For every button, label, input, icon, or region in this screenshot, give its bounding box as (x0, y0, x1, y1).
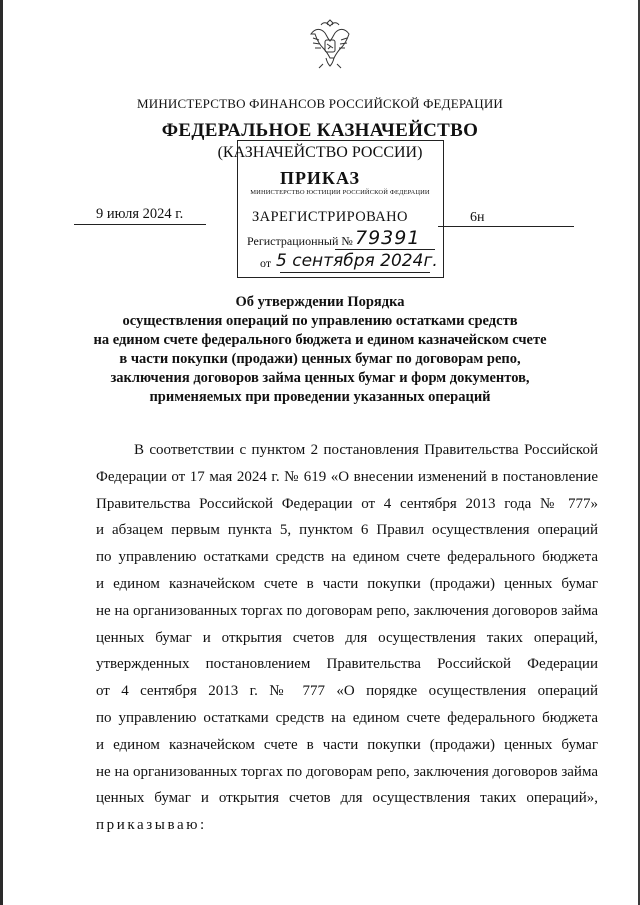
body-line: утвержденных постановлением Правительства Российской Федерации (96, 656, 598, 673)
body-line: и абзацем первым пункта 5, пунктом 6 Правил осуществления операций (96, 522, 598, 539)
body-line: не на организованных торгах по договорам репо, заключения договоров займа (96, 602, 598, 619)
title-line: Об утверждении Порядка (235, 294, 405, 310)
stamp-number: 79391 (355, 227, 421, 249)
body-line: ценных бумаг и открытия счетов для осуществления таких операций», (96, 790, 598, 807)
body-line: по управлению остатками средств на едином счете федерального бюджета (96, 549, 598, 566)
agency-name: ФЕДЕРАЛЬНОЕ КАЗНАЧЕЙСТВО (161, 120, 479, 141)
stamp-ministry: МИНИСТЕРСТВО ЮСТИЦИИ РОССИЙСКОЙ ФЕДЕРАЦИИ (250, 189, 430, 196)
document-title (80, 293, 560, 407)
document-date: 9 июля 2024 г. (96, 206, 184, 222)
body-line: и едином казначейском счете в части покупки (продажи) ценных бумаг (96, 575, 598, 592)
body-line: Федерации от 17 мая 2024 г. № 619 «О внесении изменений в постановление (96, 468, 598, 485)
body-line: от 4 сентября 2013 г. № 777 «О порядке осуществления операций (96, 683, 598, 700)
title-line: в части покупки (продажи) ценных бумаг по договорам репо, (119, 351, 521, 367)
ministry-name: МИНИСТЕРСТВО ФИНАНСОВ РОССИЙСКОЙ ФЕДЕРАЦИИ (136, 96, 504, 111)
title-line: осуществления операций по управлению остатками средств (122, 313, 518, 329)
document-number-underline (438, 226, 574, 227)
agency-short-name: (КАЗНАЧЕЙСТВО РОССИИ) (217, 144, 423, 161)
coat-of-arms-icon (307, 16, 353, 72)
stamp-date: 5 сентября 2024г. (276, 251, 438, 271)
body-line: по управлению остатками средств на едином счете федерального бюджета (96, 709, 598, 726)
title-line: применяемых при проведении указанных операций (149, 389, 491, 405)
body-line: не на организованных торгах по договорам репо, заключения договоров займа (96, 763, 598, 780)
stamp-number-underline (335, 249, 435, 250)
body-line: ценных бумаг и открытия счетов для осуществления таких операций, (96, 629, 598, 646)
document-body (96, 437, 598, 839)
document-date-underline (74, 224, 206, 225)
document-type: ПРИКАЗ (279, 168, 361, 188)
stamp-date-label: от (260, 256, 272, 270)
stamp-status: ЗАРЕГИСТРИРОВАНО (252, 209, 408, 225)
body-line: приказываю: (96, 817, 207, 834)
title-line: заключения договоров займа ценных бумаг и форм документов, (110, 370, 530, 386)
document-number: 6н (470, 210, 485, 225)
title-line: на едином счете федерального бюджета и едином казначейском счете (93, 332, 547, 348)
body-line: и едином казначейском счете в части покупки (продажи) ценных бумаг (96, 736, 598, 753)
stamp-date-underline (280, 272, 430, 273)
body-line: Правительства Российской Федерации от 4 сентября 2013 года № 777» (96, 495, 598, 512)
stamp-number-label: Регистрационный № (247, 234, 353, 248)
body-line: В соответствии с пунктом 2 постановления Правительства Российской (134, 442, 598, 458)
